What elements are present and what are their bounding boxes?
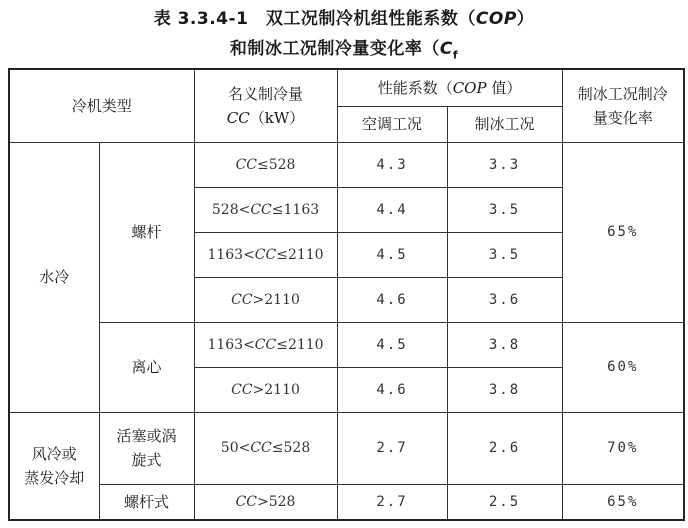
change-rate-cell: 65% (562, 142, 684, 322)
ac-cop-cell: 4.4 (337, 187, 447, 232)
header-capacity: 名义制冷量 CC（kW） (194, 69, 337, 142)
group-piston-scroll: 活塞或涡 旋式 (99, 412, 194, 484)
ac-cop-cell: 2.7 (337, 412, 447, 484)
capacity-cell: CC>2110 (194, 367, 337, 412)
capacity-cell: CC>528 (194, 484, 337, 520)
ice-cop-cell: 3.8 (447, 367, 562, 412)
capacity-cell: 50<CC≤528 (194, 412, 337, 484)
group-water-cooled: 水冷 (9, 142, 99, 412)
group-air-cooled: 风冷或 蒸发冷却 (9, 412, 99, 520)
ice-cop-cell: 3.8 (447, 322, 562, 367)
table-title-line1: 表 3.3.4-1 双工况制冷机组性能系数（COP） (153, 9, 535, 29)
ac-cop-cell: 2.7 (337, 484, 447, 520)
ice-cop-cell: 3.3 (447, 142, 562, 187)
capacity-cell: 1163<CC≤2110 (194, 232, 337, 277)
header-cop: 性能系数（COP 值） (337, 69, 562, 106)
cop-table (8, 68, 685, 521)
capacity-cell: 528<CC≤1163 (194, 187, 337, 232)
group-centrifugal: 离心 (99, 322, 194, 412)
group-screw-type: 螺杆式 (99, 484, 194, 520)
header-ac-mode: 空调工况 (337, 106, 447, 142)
group-screw: 螺杆 (99, 142, 194, 322)
ice-cop-cell: 3.5 (447, 232, 562, 277)
ac-cop-cell: 4.3 (337, 142, 447, 187)
ac-cop-cell: 4.6 (337, 277, 447, 322)
header-ice-mode: 制冰工况 (447, 106, 562, 142)
ice-cop-cell: 3.5 (447, 187, 562, 232)
capacity-cell: 1163<CC≤2110 (194, 322, 337, 367)
table-title-line2: 和制冰工况制冷量变化率（$C_f$ (229, 39, 459, 62)
header-chiller-type: 冷机类型 (9, 69, 194, 142)
change-rate-cell: 60% (562, 322, 684, 412)
ice-cop-cell: 2.5 (447, 484, 562, 520)
ac-cop-cell: 4.5 (337, 322, 447, 367)
ice-cop-cell: 3.6 (447, 277, 562, 322)
ac-cop-cell: 4.6 (337, 367, 447, 412)
ice-cop-cell: 2.6 (447, 412, 562, 484)
ac-cop-cell: 4.5 (337, 232, 447, 277)
header-change-rate: 制冰工况制冷 量变化率 (562, 69, 684, 142)
change-rate-cell: 70% (562, 412, 684, 484)
capacity-cell: CC>2110 (194, 277, 337, 322)
capacity-cell: CC≤528 (194, 142, 337, 187)
change-rate-cell: 65% (562, 484, 684, 520)
